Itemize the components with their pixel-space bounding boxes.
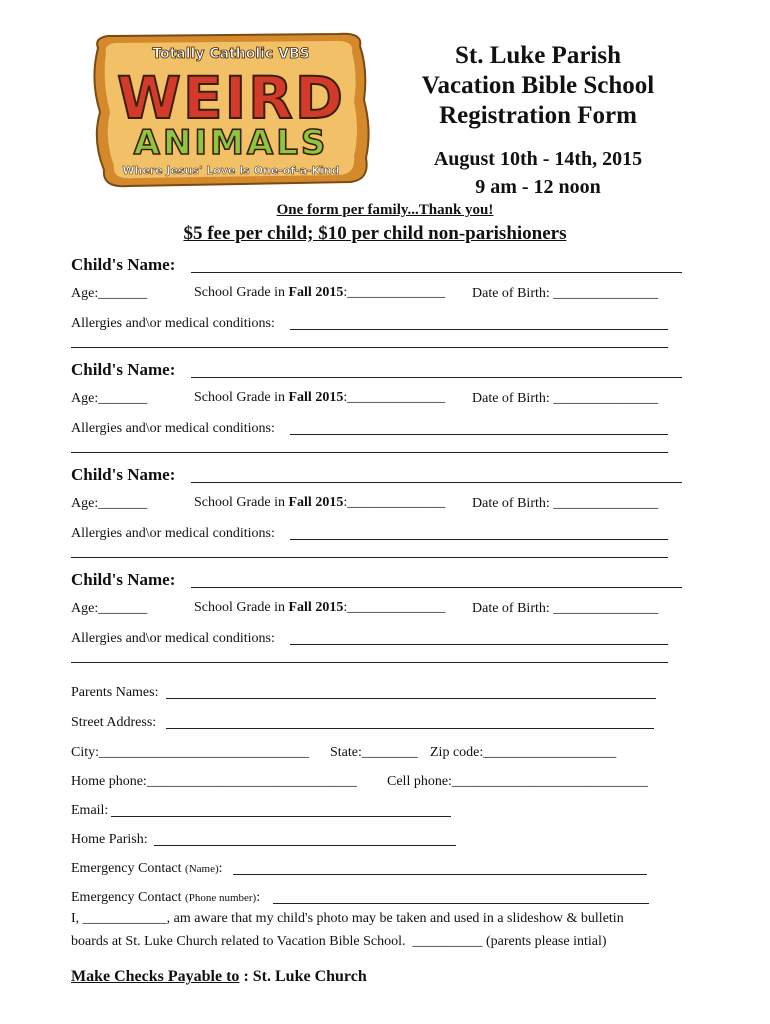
date-of-birth-field[interactable]: Date of Birth: _______________ [472,391,659,406]
allergies-field[interactable] [290,644,668,645]
emergency-name-label: Emergency Contact (Name): [71,861,223,876]
title-line3: Registration Form [439,102,637,129]
logo-line3: ANIMALS [133,123,329,163]
family-note: One form per family...Thank you! [276,202,494,218]
school-grade-field[interactable]: School Grade in Fall 2015:______________ [194,495,446,510]
event-dates: August 10th - 14th, 2015 [433,148,643,170]
logo-line4: Where Jesus' Love Is One-of-a-Kind [122,164,340,177]
parents-names-field[interactable] [166,698,656,699]
state-field[interactable]: State:________ [330,745,418,760]
child-name-label: Child's Name: [71,465,176,484]
cell-phone-field[interactable]: Cell phone:____________________________ [387,774,648,789]
home-parish-field[interactable] [154,845,456,846]
photo-consent-line2: boards at St. Luke Church related to Vacation Bible School. __________ (parents please intial) [71,934,607,949]
zip-field[interactable]: Zip code:___________________ [430,745,617,760]
allergies-field[interactable] [290,329,668,330]
photo-consent-line1: I, ____________, am aware that my child's photo may be taken and used in a slideshow & bulletin [71,911,624,926]
child-name-field[interactable] [191,587,682,588]
age-field[interactable]: Age:_______ [71,391,148,406]
emergency-name-field[interactable] [233,874,647,875]
child-name-field[interactable] [191,482,682,483]
title-line1: St. Luke Parish [454,42,621,69]
email-field[interactable] [111,816,451,817]
fee-note: $5 fee per child; $10 per child non-parishioners [183,223,567,244]
allergies-label: Allergies and\or medical conditions: [71,421,275,436]
allergies-field-line2[interactable] [71,662,668,663]
child-name-label: Child's Name: [71,255,176,274]
parents-names-label: Parents Names: [71,685,159,700]
school-grade-field[interactable]: School Grade in Fall 2015:______________ [194,600,446,615]
child-name-label: Child's Name: [71,570,176,589]
emergency-phone-label: Emergency Contact (Phone number): [71,890,261,905]
allergies-label: Allergies and\or medical conditions: [71,526,275,541]
allergies-field[interactable] [290,434,668,435]
age-field[interactable]: Age:_______ [71,496,148,511]
checks-payable: Make Checks Payable to : St. Luke Church [71,968,367,985]
allergies-field-line2[interactable] [71,557,668,558]
child-name-field[interactable] [191,272,682,273]
weird-animals-logo [88,30,374,190]
logo-line2: WEIRD [117,64,345,132]
email-label: Email: [71,803,109,818]
street-address-field[interactable] [166,728,654,729]
age-field[interactable]: Age:_______ [71,286,148,301]
allergies-field-line2[interactable] [71,347,668,348]
allergies-label: Allergies and\or medical conditions: [71,631,275,646]
home-phone-field[interactable]: Home phone:______________________________ [71,774,357,789]
date-of-birth-field[interactable]: Date of Birth: _______________ [472,601,659,616]
event-time: 9 am - 12 noon [475,176,601,198]
street-address-label: Street Address: [71,715,157,730]
date-of-birth-field[interactable]: Date of Birth: _______________ [472,286,659,301]
school-grade-field[interactable]: School Grade in Fall 2015:______________ [194,390,446,405]
date-of-birth-field[interactable]: Date of Birth: _______________ [472,496,659,511]
home-parish-label: Home Parish: [71,832,148,847]
emergency-phone-field[interactable] [273,903,649,904]
age-field[interactable]: Age:_______ [71,601,148,616]
child-name-label: Child's Name: [71,360,176,379]
allergies-label: Allergies and\or medical conditions: [71,316,275,331]
school-grade-field[interactable]: School Grade in Fall 2015:______________ [194,285,446,300]
logo-line1: Totally Catholic VBS [152,46,310,62]
child-name-field[interactable] [191,377,682,378]
city-field[interactable]: City:______________________________ [71,745,310,760]
allergies-field[interactable] [290,539,668,540]
title-line2: Vacation Bible School [421,72,655,99]
allergies-field-line2[interactable] [71,452,668,453]
